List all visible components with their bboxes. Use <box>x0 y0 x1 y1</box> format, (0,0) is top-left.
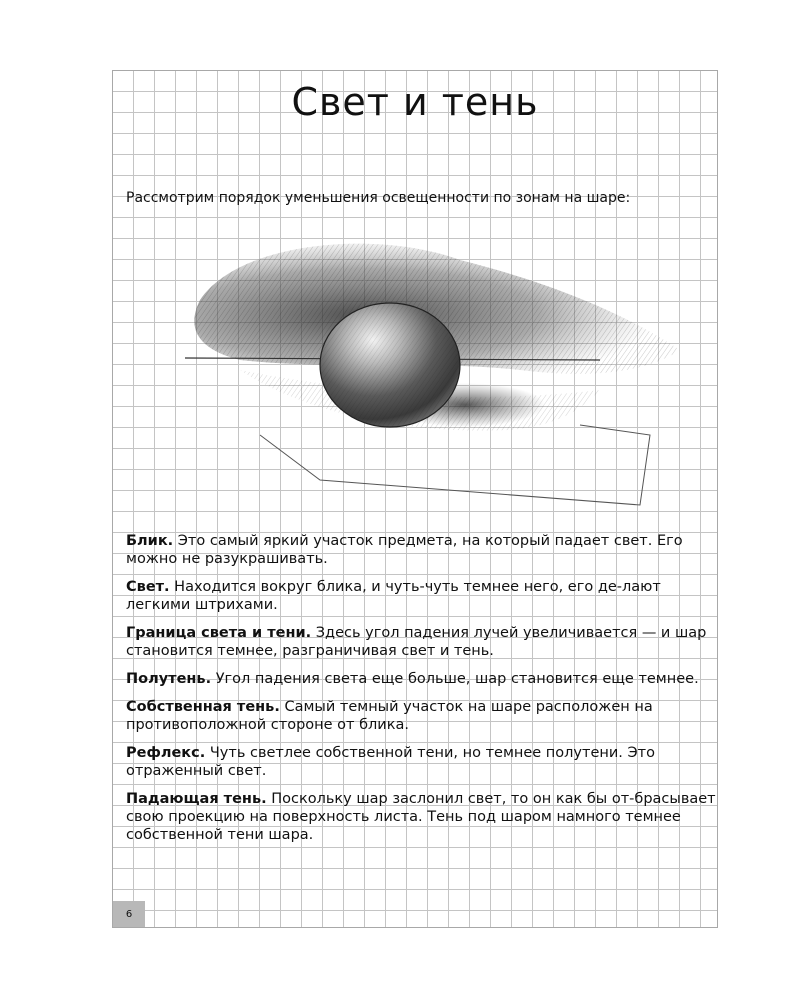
definition-term: Полутень. <box>126 671 212 687</box>
definition-text: Самый темный участок на шаре расположен на противоположной стороне от блика. <box>126 699 653 733</box>
definition-text: Это самый яркий участок предмета, на который падает свет. Его можно не разукрашивать. <box>126 533 683 567</box>
definition-text: Находится вокруг блика, и чуть-чуть темнее него, его де-лают легкими штрихами. <box>126 579 661 613</box>
surface-outline <box>260 425 650 505</box>
definitions-list <box>126 532 716 854</box>
definition-term: Рефлекс. <box>126 745 206 761</box>
definition-text: Угол падения света еще больше, шар становится еще темнее. <box>211 671 699 687</box>
definition-text: Поскольку шар заслонил свет, то он как бы от-брасывает свою проекцию на поверхность листа. Тень под шаром намного темнее собственной тени шара. <box>126 791 716 843</box>
definition-term: Свет. <box>126 579 170 595</box>
definition-item <box>126 790 716 844</box>
sphere-drawing <box>180 220 710 520</box>
definition-term: Граница света и тени. <box>126 625 312 641</box>
definition-term: Блик. <box>126 533 174 549</box>
definition-item <box>126 578 716 614</box>
page-number: 6 <box>113 901 145 927</box>
definition-text: Чуть светлее собственной тени, но темнее полутени. Это отраженный свет. <box>126 745 655 779</box>
definition-term: Падающая тень. <box>126 791 267 807</box>
definition-item <box>126 698 716 734</box>
definition-term: Собственная тень. <box>126 699 280 715</box>
intro-text: Рассмотрим порядок уменьшения освещенности по зонам на шаре: <box>126 190 631 206</box>
page-title: Свет и тень <box>291 80 539 124</box>
definition-text: Здесь угол падения лучей увеличивается — и шар становится темнее, разграничивая свет и тень. <box>126 625 707 659</box>
definition-item <box>126 744 716 780</box>
definition-item <box>126 670 716 688</box>
definition-item <box>126 532 716 568</box>
definition-item <box>126 624 716 660</box>
